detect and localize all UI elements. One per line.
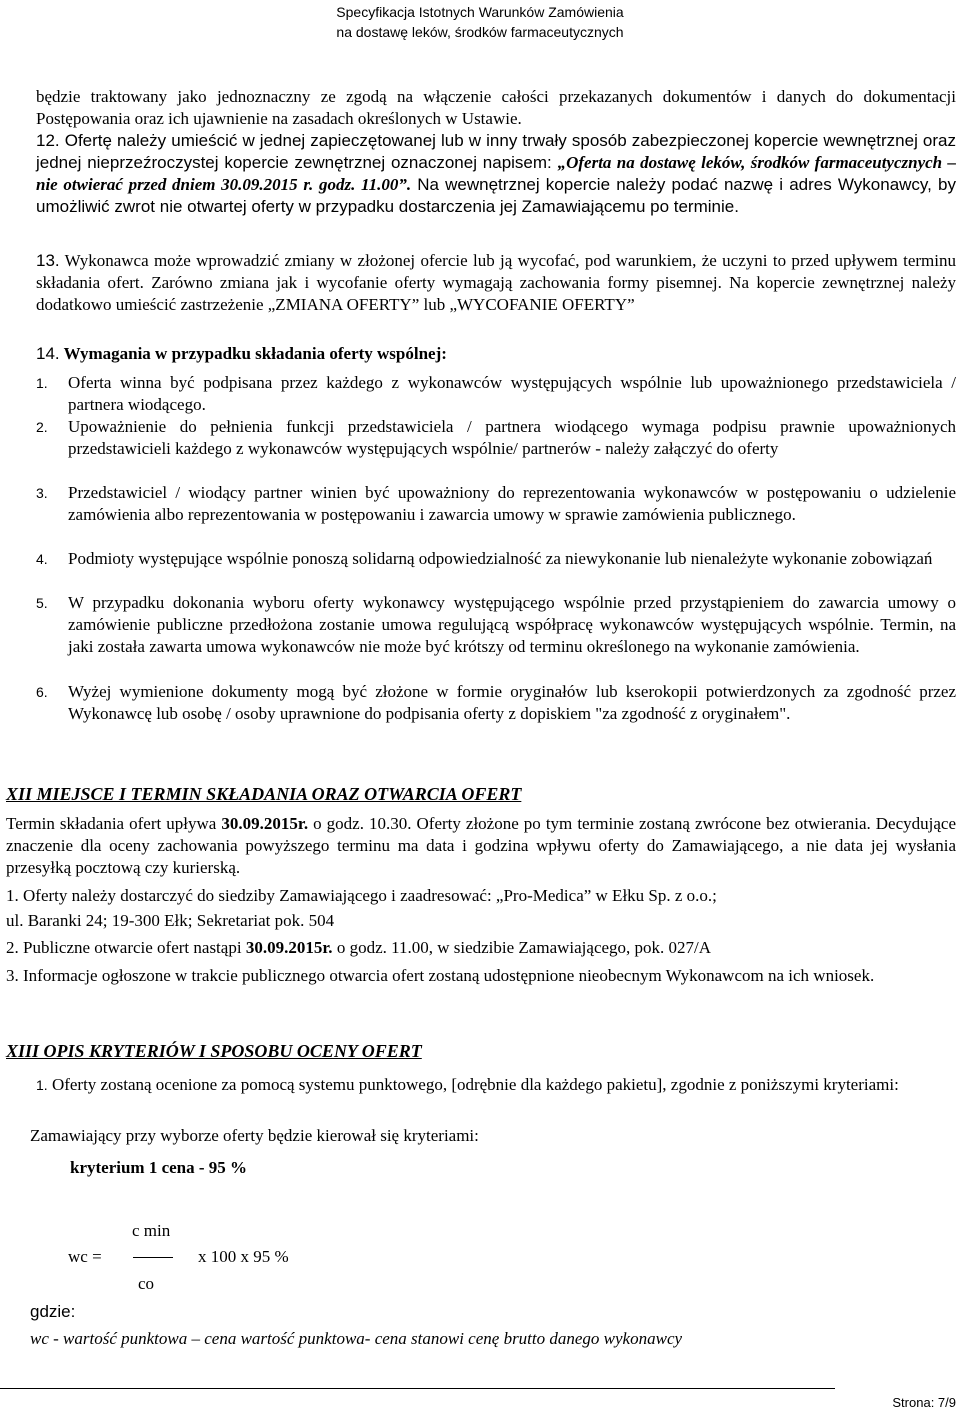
list-item-number: 3.: [36, 485, 48, 501]
section-xiii-title: XIII OPIS KRYTERIÓW I SPOSOBU OCENY OFERT: [6, 1041, 422, 1061]
list-item-text: W przypadku dokonania wyboru oferty wykonawcy występującego wspólnie przed przystąpieniem do zawarcia umowy o zamówienie publiczne przedłożona zostanie umowa regulującą współpracę wykonawców występujących wspólnie. Termin, na jaki została zawarta umowa wykonawców nie może być krótszy od terminu określonego na wykonanie zamówienia.: [68, 593, 956, 656]
formula-lhs: wc =: [68, 1247, 102, 1266]
section-xiii-item-1: [36, 1074, 956, 1096]
footer-divider: [0, 1388, 835, 1389]
paragraph-14-heading: [36, 343, 956, 365]
joint-offer-list-item: [36, 592, 956, 658]
deadline-text: Termin składania ofert upływa: [6, 814, 222, 833]
paragraph-13-text: Wykonawca może wprowadzić zmiany w złożonej ofercie lub ją wycofać, pod warunkiem, że uczyni to przed upływem terminu składania ofert. Zarówno zmiana jak i wycofanie oferty wymagają zachowania formy pisemnej. Na kopercie zewnętrznej należy dodatkowo umieścić zastrzeżenie „ZMIANA OFERTY” lub „WYCOFANIE OFERTY”: [36, 251, 956, 314]
page-header: [0, 0, 960, 44]
list-item-text: Oferta winna być podpisana przez każdego z wykonawców występujących wspólnie lub upoważnionego przedstawiciela / partnera wiodącego.: [68, 373, 956, 414]
paragraph-13: [36, 250, 956, 316]
section-xii-item-3: 3. Informacje ogłoszone w trakcie publicznego otwarcia ofert zostaną udostępnione nieobecnym Wykonawcom na ich wniosek.: [6, 966, 875, 985]
deadline-text-rest: o godz. 10.30. Oferty złożone po tym terminie zostaną zwrócone bez otwierania. Decydujące znaczenie dla oceny zachowania powyższego terminu ma data i godzina wpływu oferty do Zamawiającego, a nie data jej wysłania przesyłką pocztową czy kurierską.: [6, 814, 956, 877]
deadline-date: 30.09.2015r.: [221, 814, 309, 833]
paragraph-14-title: Wymagania w przypadku składania oferty wspólnej:: [59, 344, 447, 363]
joint-offer-list-item: [36, 372, 956, 416]
page-number: Strona: 7/9: [892, 1395, 956, 1410]
criteria-intro: Zamawiający przy wyborze oferty będzie kierował się kryteriami:: [30, 1126, 479, 1145]
joint-offer-list-item: [36, 681, 956, 725]
list-item-number: 2.: [36, 419, 48, 435]
section-xii-paragraph: [6, 813, 956, 879]
list-item-text: Podmioty występujące wspólnie ponoszą solidarną odpowiedzialność za niewykonanie lub nienależyte wykonanie zobowiązań: [68, 549, 933, 568]
formula-denominator: co: [138, 1274, 155, 1293]
paragraph-14-number: 14.: [36, 344, 60, 363]
opening-text-rest: o godz. 11.00, w siedzibie Zamawiającego, pok. 027/A: [332, 938, 712, 957]
formula-rhs: x 100 x 95 %: [198, 1247, 289, 1266]
paragraph-12: [36, 130, 956, 218]
opening-text: 2. Publiczne otwarcie ofert nastąpi: [6, 938, 246, 957]
joint-offer-list-item: [36, 416, 956, 460]
formula-where-label: gdzie:: [30, 1302, 76, 1321]
list-item-number: 6.: [36, 684, 48, 700]
criterion-1: kryterium 1 cena - 95 %: [70, 1158, 248, 1177]
paragraph-12-text-b: Na wewnętrznej kopercie należy podać nazwę i adres Wykonawcy, by umożliwić zwrot nie otwartej oferty w przypadku dostarczenia jej Zamawiającemu po terminie.: [36, 175, 957, 216]
list-item-number: 4.: [36, 551, 48, 567]
formula-definition: wc - wartość punktowa – cena wartość punktowa- cena stanowi cenę brutto danego wykonawcy: [30, 1329, 683, 1348]
section-xii-item-2: [6, 937, 956, 959]
list-item-number: 5.: [36, 595, 48, 611]
section-xii-item-1: 1. Oferty należy dostarczyć do siedziby Zamawiającego i zaadresować: „Pro-Medica” w Ełku Sp. z o.o.;: [6, 886, 717, 905]
intro-paragraph: będzie traktowany jako jednoznaczny ze zgodą na włączenie całości przekazanych dokumentów i danych do dokumentacji Postępowania oraz ich ujawnienie na zasadach określonych w Ustawie.: [36, 87, 956, 128]
formula-fraction-bar: [133, 1257, 173, 1258]
header-subtitle: na dostawę leków, środków farmaceutycznych: [336, 24, 624, 40]
list-item-text: Wyżej wymienione dokumenty mogą być złożone w formie oryginałów lub kserokopii potwierdzonych za zgodność przez Wykonawcę lub osobę / osoby uprawnione do podpisania oferty z dopiskiem "za zgodność z oryginałem".: [68, 682, 956, 723]
list-item-text: Przedstawiciel / wiodący partner winien być upoważniony do reprezentowania wykonawców w postępowaniu o udzielenie zamówienia albo reprezentowania w postępowaniu i zawarcia umowy w sprawie zamówienia publicznego.: [68, 483, 956, 524]
paragraph-13-number: 13.: [36, 251, 60, 270]
header-title: Specyfikacja Istotnych Warunków Zamówienia: [336, 4, 624, 20]
section-xii-address: ul. Baranki 24; 19-300 Ełk; Sekretariat pok. 504: [6, 911, 335, 930]
section-xiii-item-1-number: 1.: [36, 1077, 48, 1093]
formula-numerator: c min: [132, 1221, 171, 1240]
list-item-text: Upoważnienie do pełnienia funkcji przedstawiciela / partnera wiodącego wymaga podpisu prawnie upoważnionych przedstawicieli każdego z wykonawców występujących wspólnie/ partnerów - należy załączyć do oferty: [68, 417, 956, 458]
joint-offer-list-item: [36, 548, 956, 570]
section-xii-title: XII MIEJSCE I TERMIN SKŁADANIA ORAZ OTWARCIA OFERT: [6, 784, 522, 804]
paragraph-12-text-a: Ofertę należy umieścić w jednej zapieczętowanej lub w inny trwały sposób zabezpieczonej kopercie wewnętrznej oraz jednej nieprzeźroczystej kopercie zewnętrznej oznaczonej napisem:: [36, 131, 956, 172]
opening-date: 30.09.2015r.: [245, 938, 333, 957]
section-xiii-item-1-text: Oferty zostaną ocenione za pomocą systemu punktowego, [odrębnie dla każdego pakietu], zgodnie z poniższymi kryteriami:: [47, 1075, 899, 1094]
joint-offer-list-item: [36, 482, 956, 526]
paragraph-12-envelope-label: „Oferta na dostawę leków, środków farmaceutycznych – nie otwierać przed dniem 30.09.2015 r. godz. 11.00”.: [36, 153, 956, 194]
list-item-number: 1.: [36, 375, 48, 391]
paragraph-12-number: 12.: [36, 131, 60, 150]
